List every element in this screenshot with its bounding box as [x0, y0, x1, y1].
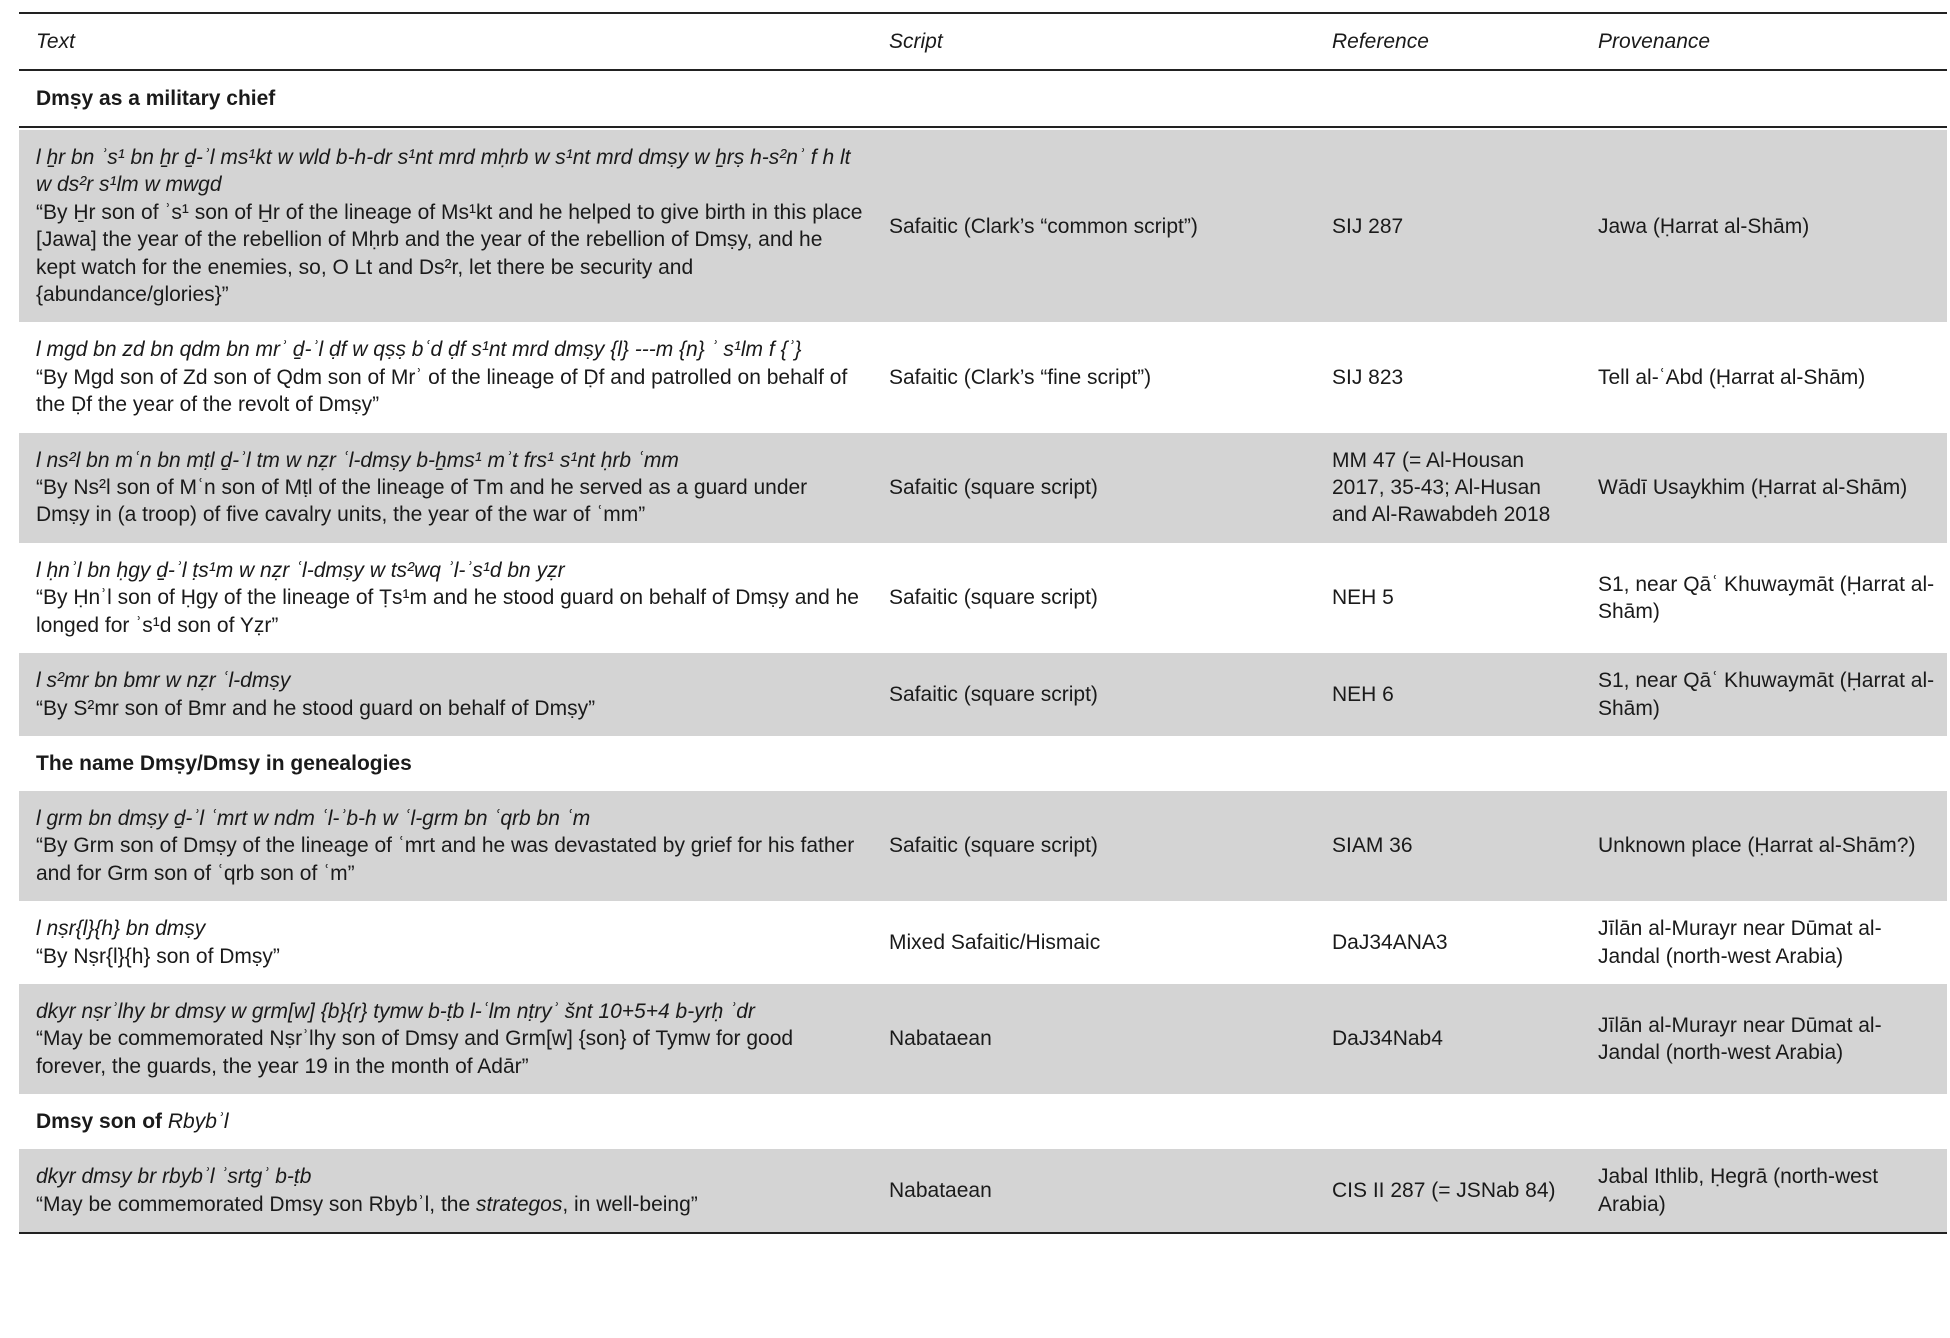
- transliteration: l ns²l bn mʿn bn mṭl ḏ-ʾl tm w nẓr ʿl-dmṣy b-ẖms¹ mʾt frs¹ s¹nt ḥrb ʿmm: [36, 448, 679, 472]
- text-cell: [19, 901, 872, 984]
- text-cell: [19, 791, 872, 901]
- text-cell: [19, 543, 872, 653]
- provenance-cell: Unknown place (Ḥarrat al-Shām?): [1581, 791, 1947, 901]
- translation-term: strategos: [475, 1192, 563, 1216]
- section-header: [19, 70, 1947, 127]
- transliteration: l ẖr bn ʾs¹ bn ẖr ḏ-ʾl ms¹kt w wld b-h-dr s¹nt mrd mḥrb w s¹nt mrd dmṣy w ẖrṣ h-s²nʾ f h lt w ds²r s¹lm w mwgd: [36, 146, 851, 197]
- provenance-cell: Wādī Usaykhim (Ḥarrat al-Shām): [1581, 433, 1947, 543]
- translation-part: , in well-being”: [562, 1192, 698, 1216]
- transliteration: l grm bn dmṣy ḏ-ʾl ʿmrt w ndm ʿl-ʾb-h w ʿl-grm bn ʿqrb bn ʿm: [36, 806, 591, 830]
- header-reference: Reference: [1332, 29, 1429, 53]
- section-title: Dmṣy as a military chief: [36, 86, 276, 110]
- translation: “By Grm son of Dmṣy of the lineage of ʿmrt and he was devastated by grief for his father and for Grm son of ʿqrb son of ʿm”: [36, 834, 855, 885]
- text-cell: [19, 653, 872, 736]
- table-row: [19, 984, 1947, 1094]
- reference-cell: CIS II 287 (= JSNab 84): [1315, 1149, 1581, 1233]
- text-cell: [19, 433, 872, 543]
- translation-part: “May be commemorated Dmsy son Rbybʾl, the: [36, 1192, 476, 1216]
- header-provenance: Provenance: [1598, 29, 1711, 53]
- reference-cell: NEH 6: [1315, 653, 1581, 736]
- reference-cell: MM 47 (= Al-Housan 2017, 35-43; Al-Husan and Al-Rawabdeh 2018: [1315, 433, 1581, 543]
- translation: [36, 1191, 864, 1218]
- translation: “By Mgd son of Zd son of Qdm son of Mrʾ of the lineage of Ḍf and patrolled on behalf of the Ḍf the year of the revolt of Dmṣy”: [36, 365, 848, 417]
- script-cell: Safaitic (Clark’s “common script”): [872, 130, 1315, 322]
- table-row: [19, 653, 1947, 736]
- text-cell: [19, 1149, 872, 1233]
- provenance-cell: Jīlān al-Murayr near Dūmat al-Jandal (north-west Arabia): [1598, 917, 1882, 968]
- table-row: [19, 1149, 1947, 1233]
- table-row: [19, 791, 1947, 901]
- table-row: [19, 901, 1947, 984]
- table-row: [19, 130, 1947, 322]
- provenance-cell: Tell al-ʿAbd (Ḥarrat al-Shām): [1598, 365, 1866, 389]
- script-cell: Safaitic (square script): [889, 586, 1098, 610]
- script-cell: Mixed Safaitic/Hismaic: [889, 930, 1101, 954]
- section-title: The name Dmṣy/Dmsy in genealogies: [36, 751, 412, 775]
- header-script: Script: [889, 29, 943, 53]
- translation: “By Ns²l son of Mʿn son of Mṭl of the lineage of Tm and he served as a guard under Dmṣy in (a troop) of five cavalry units, the year of the war of ʿmm”: [36, 476, 808, 527]
- translation: “By Nṣr{l}{h} son of Dmṣy”: [36, 944, 280, 968]
- reference-cell: DaJ34Nab4: [1315, 984, 1581, 1094]
- reference-cell: NEH 5: [1332, 586, 1394, 610]
- inscriptions-table: [19, 12, 1947, 1234]
- text-cell: [19, 322, 872, 432]
- reference-cell: SIJ 287: [1315, 130, 1581, 322]
- header-row: [19, 13, 1947, 70]
- transliteration: l mgd bn zd bn qdm bn mrʾ ḏ-ʾl ḍf w qṣṣ bʿd ḍf s¹nt mrd dmṣy {l} ---m {n} ʾ s¹lm f {ʾ}: [36, 338, 802, 362]
- table-row: [19, 322, 1947, 432]
- table-row: [19, 433, 1947, 543]
- section-title: [19, 1094, 1947, 1149]
- provenance-cell: S1, near Qāʿ Khuwaymāt (Ḥarrat al-Shām): [1598, 572, 1935, 623]
- provenance-cell: Jīlān al-Murayr near Dūmat al-Jandal (north-west Arabia): [1581, 984, 1947, 1094]
- transliteration: l nṣr{l}{h} bn dmṣy: [36, 917, 206, 941]
- section-header: [19, 1094, 1947, 1149]
- reference-cell: SIJ 823: [1332, 365, 1404, 389]
- text-cell: [19, 984, 872, 1094]
- transliteration: l ḥnʾl bn ḥgy ḏ-ʾl ṭs¹m w nẓr ʿl-dmṣy w ts²wq ʾl-ʾs¹d bn yẓr: [36, 558, 565, 582]
- table-row: [19, 543, 1947, 653]
- script-cell: Nabataean: [872, 1149, 1315, 1233]
- header-text: Text: [36, 29, 75, 53]
- section-title-text: Dmsy son of: [36, 1109, 168, 1133]
- translation: “By Ḥnʾl son of Ḥgy of the lineage of Ṭs¹m and he stood guard on behalf of Dmṣy and he longed for ʾs¹d son of Yẓr”: [36, 586, 859, 637]
- script-cell: Safaitic (square script): [872, 791, 1315, 901]
- translation: “By H̱r son of ʾs¹ son of H̱r of the lineage of Ms¹kt and he helped to give birth in this place [Jawa] the year of the rebellion of Mḥrb and the year of the rebellion of Dmṣy, and he kept watch for the enemies, so, O Lt and Ds²r, let there be security and {abundance/glories}”: [36, 200, 863, 307]
- provenance-cell: S1, near Qāʿ Khuwaymāt (Ḥarrat al-Shām): [1581, 653, 1947, 736]
- section-title-name: Rbybʾl: [167, 1109, 229, 1133]
- reference-cell: SIAM 36: [1315, 791, 1581, 901]
- provenance-cell: Jabal Ithlib, Ḥegrā (north-west Arabia): [1581, 1149, 1947, 1233]
- provenance-cell: Jawa (Ḥarrat al-Shām): [1581, 130, 1947, 322]
- script-cell: Nabataean: [872, 984, 1315, 1094]
- script-cell: Safaitic (square script): [872, 433, 1315, 543]
- transliteration: l s²mr bn bmr w nẓr ʿl-dmṣy: [36, 669, 291, 693]
- reference-cell: DaJ34ANA3: [1332, 930, 1448, 954]
- translation: “By S²mr son of Bmr and he stood guard on behalf of Dmṣy”: [36, 696, 596, 720]
- script-cell: Safaitic (square script): [872, 653, 1315, 736]
- transliteration: dkyr dmsy br rbybʾl ʾsrtgʾ b-ṭb: [36, 1165, 312, 1189]
- script-cell: Safaitic (Clark’s “fine script”): [889, 365, 1152, 389]
- transliteration: dkyr nṣrʾlhy br dmsy w grm[w] {b}{r} tymw b-ṭb l-ʿlm nṭryʾ šnt 10+5+4 b-yrḥ ʾdr: [36, 999, 755, 1023]
- text-cell: [19, 130, 872, 322]
- translation: “May be commemorated Nṣrʾlhy son of Dmsy and Grm[w] {son} of Tymw for good forever, the guards, the year 19 in the month of Adār”: [36, 1027, 794, 1078]
- section-header: [19, 736, 1947, 791]
